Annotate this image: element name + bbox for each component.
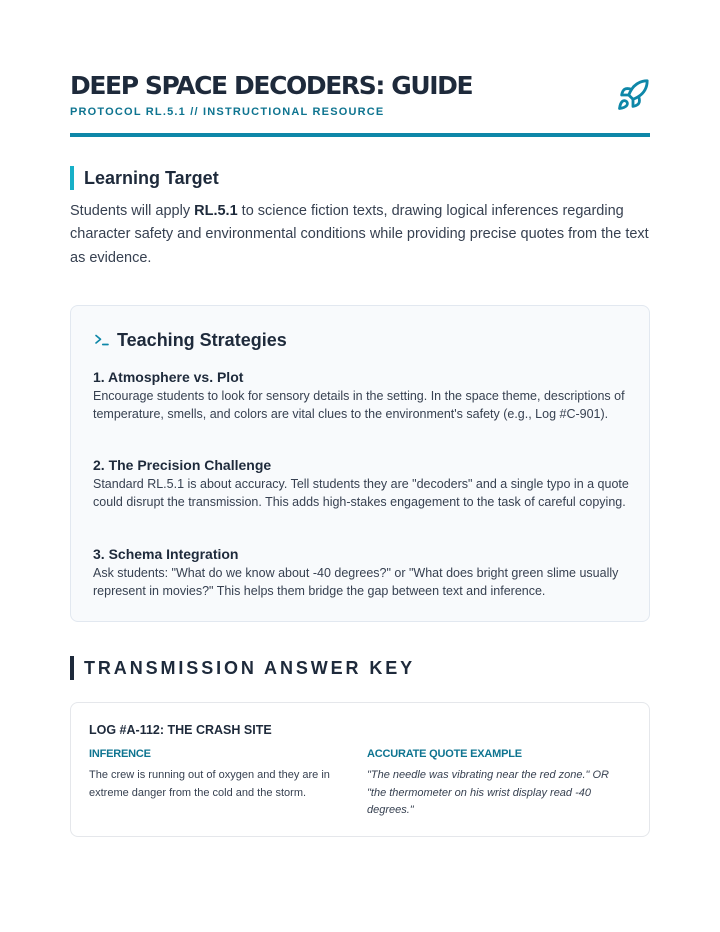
- strategy-description: Ask students: "What do we know about -40 degrees?" or "What does bright green slime usually represent in movies?" This helps them bridge the gap between text and inference.: [93, 566, 619, 598]
- page-header: [70, 68, 650, 118]
- log-card: [70, 702, 650, 837]
- page-title: DEEP SPACE DECODERS: GUIDE: [70, 71, 473, 100]
- standard-code: RL.5.1: [194, 203, 238, 219]
- quote-label: ACCURATE QUOTE EXAMPLE: [367, 748, 522, 760]
- strategy-title: 2. The Precision Challenge: [93, 457, 272, 473]
- learning-target-text: Students will apply RL.5.1 to science fiction texts, drawing logical inferences regarding character safety and environmental conditions while providing precise quotes from the text as evidence.: [70, 203, 649, 266]
- strategy-description: Standard RL.5.1 is about accuracy. Tell students they are "decoders" and a single typo in a quote could disrupt the transmission. This adds high-stakes engagement to the task of careful copying.: [93, 477, 629, 509]
- strategies-heading: Teaching Strategies: [117, 330, 287, 350]
- strategy-item: [93, 545, 633, 600]
- strategies-header: [93, 328, 287, 352]
- terminal-prompt-icon: [93, 331, 111, 349]
- page-subtitle: PROTOCOL RL.5.1 // INSTRUCTIONAL RESOURCE: [70, 106, 385, 118]
- inference-text: The crew is running out of oxygen and they are in extreme danger from the cold and the storm.: [89, 769, 330, 799]
- strategy-title: 3. Schema Integration: [93, 546, 239, 562]
- teaching-strategies-card: [70, 305, 650, 622]
- strategy-item: [93, 456, 633, 511]
- quote-text: "The needle was vibrating near the red zone." OR "the thermometer on his wrist display read -40 degrees.": [367, 769, 609, 816]
- answer-key-heading: TRANSMISSION ANSWER KEY: [70, 656, 415, 680]
- learning-target-heading: Learning Target: [70, 166, 219, 190]
- strategy-description: Encourage students to look for sensory details in the setting. In the space theme, descriptions of temperature, smells, and colors are vital clues to the environment's safety (e.g., Log #C-901).: [93, 389, 625, 421]
- log-title: LOG #A-112: THE CRASH SITE: [89, 723, 272, 737]
- header-divider: [70, 133, 650, 137]
- rocket-icon: [616, 78, 650, 112]
- inference-label: INFERENCE: [89, 748, 151, 760]
- quote-column: [367, 748, 622, 820]
- inference-column: [89, 748, 349, 802]
- strategy-title: 1. Atmosphere vs. Plot: [93, 369, 244, 385]
- strategy-item: [93, 368, 633, 423]
